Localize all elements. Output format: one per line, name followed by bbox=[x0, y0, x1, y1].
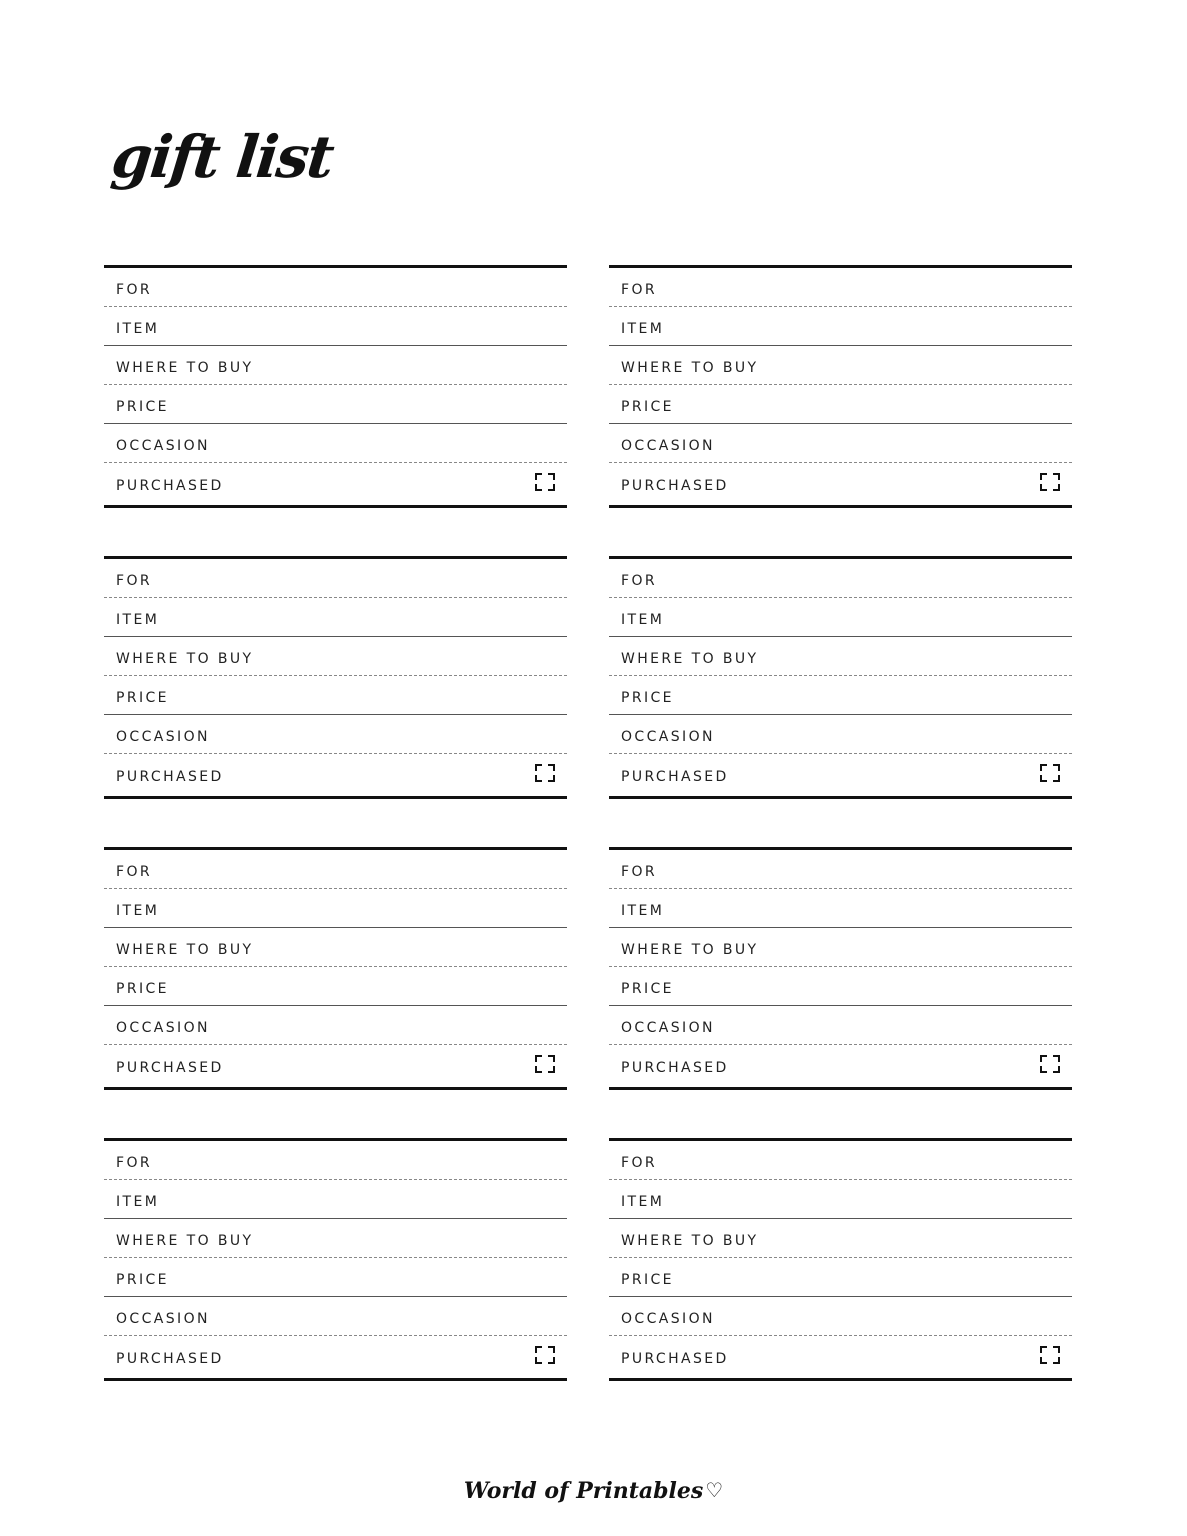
field-label: PURCHASED bbox=[116, 768, 224, 785]
footer-brand-text: World of Printables bbox=[463, 1478, 704, 1504]
footer-brand bbox=[0, 1478, 1187, 1504]
field-row-occasion[interactable] bbox=[609, 715, 1072, 754]
field-label: PRICE bbox=[116, 689, 169, 706]
field-label: PRICE bbox=[621, 1271, 674, 1288]
field-row-item[interactable] bbox=[609, 307, 1072, 346]
field-row-occasion[interactable] bbox=[609, 1297, 1072, 1336]
page-title: gift list bbox=[108, 123, 336, 191]
field-label: PURCHASED bbox=[621, 1350, 729, 1367]
field-row-occasion[interactable] bbox=[104, 1297, 567, 1336]
field-label: PRICE bbox=[621, 689, 674, 706]
field-row-purchased[interactable] bbox=[104, 1045, 567, 1085]
field-label: PRICE bbox=[116, 1271, 169, 1288]
field-row-item[interactable] bbox=[104, 1180, 567, 1219]
field-row-item[interactable] bbox=[104, 889, 567, 928]
field-row-purchased[interactable] bbox=[104, 754, 567, 794]
field-label: OCCASION bbox=[116, 728, 210, 745]
field-row-where-to-buy[interactable] bbox=[609, 346, 1072, 385]
field-row-price[interactable] bbox=[609, 676, 1072, 715]
field-label: WHERE TO BUY bbox=[116, 650, 254, 667]
purchased-checkbox-icon[interactable] bbox=[1040, 764, 1060, 782]
field-label: PRICE bbox=[116, 398, 169, 415]
field-label: PURCHASED bbox=[116, 1059, 224, 1076]
field-row-occasion[interactable] bbox=[609, 1006, 1072, 1045]
field-label: WHERE TO BUY bbox=[621, 941, 759, 958]
gift-card bbox=[609, 847, 1072, 1090]
field-row-price[interactable] bbox=[609, 385, 1072, 424]
field-row-purchased[interactable] bbox=[609, 754, 1072, 794]
field-row-price[interactable] bbox=[609, 967, 1072, 1006]
purchased-checkbox-icon[interactable] bbox=[1040, 473, 1060, 491]
field-row-item[interactable] bbox=[609, 1180, 1072, 1219]
field-label: OCCASION bbox=[621, 437, 715, 454]
heart-icon: ♡ bbox=[705, 1478, 724, 1502]
gift-card bbox=[609, 556, 1072, 799]
field-label: ITEM bbox=[116, 320, 160, 337]
field-label: OCCASION bbox=[116, 437, 210, 454]
field-row-for[interactable] bbox=[609, 559, 1072, 598]
field-row-where-to-buy[interactable] bbox=[609, 928, 1072, 967]
purchased-checkbox-icon[interactable] bbox=[1040, 1346, 1060, 1364]
field-label: FOR bbox=[621, 863, 657, 880]
field-label: FOR bbox=[621, 281, 657, 298]
field-row-for[interactable] bbox=[104, 559, 567, 598]
purchased-checkbox-icon[interactable] bbox=[1040, 1055, 1060, 1073]
field-row-item[interactable] bbox=[104, 598, 567, 637]
field-row-where-to-buy[interactable] bbox=[609, 1219, 1072, 1258]
field-row-for[interactable] bbox=[104, 850, 567, 889]
field-label: PRICE bbox=[621, 980, 674, 997]
field-row-price[interactable] bbox=[609, 1258, 1072, 1297]
field-row-purchased[interactable] bbox=[609, 1336, 1072, 1376]
field-label: FOR bbox=[116, 1154, 152, 1171]
field-label: WHERE TO BUY bbox=[116, 941, 254, 958]
field-label: PURCHASED bbox=[116, 1350, 224, 1367]
field-label: PURCHASED bbox=[116, 477, 224, 494]
field-label: OCCASION bbox=[116, 1019, 210, 1036]
field-label: ITEM bbox=[621, 611, 665, 628]
field-row-where-to-buy[interactable] bbox=[104, 1219, 567, 1258]
field-row-price[interactable] bbox=[104, 385, 567, 424]
field-row-where-to-buy[interactable] bbox=[104, 346, 567, 385]
gift-card bbox=[104, 556, 567, 799]
field-row-purchased[interactable] bbox=[609, 1045, 1072, 1085]
field-row-item[interactable] bbox=[609, 598, 1072, 637]
field-label: OCCASION bbox=[621, 1019, 715, 1036]
gift-card bbox=[104, 847, 567, 1090]
field-row-for[interactable] bbox=[609, 268, 1072, 307]
field-row-where-to-buy[interactable] bbox=[609, 637, 1072, 676]
field-label: WHERE TO BUY bbox=[621, 650, 759, 667]
field-label: OCCASION bbox=[621, 1310, 715, 1327]
purchased-checkbox-icon[interactable] bbox=[535, 1346, 555, 1364]
field-label: WHERE TO BUY bbox=[621, 1232, 759, 1249]
field-label: FOR bbox=[116, 863, 152, 880]
field-row-price[interactable] bbox=[104, 967, 567, 1006]
gift-card bbox=[609, 1138, 1072, 1381]
field-row-occasion[interactable] bbox=[104, 1006, 567, 1045]
field-label: FOR bbox=[621, 1154, 657, 1171]
field-label: PURCHASED bbox=[621, 1059, 729, 1076]
field-label: ITEM bbox=[621, 902, 665, 919]
field-label: ITEM bbox=[621, 320, 665, 337]
field-row-price[interactable] bbox=[104, 1258, 567, 1297]
field-row-occasion[interactable] bbox=[609, 424, 1072, 463]
field-label: WHERE TO BUY bbox=[116, 1232, 254, 1249]
gift-card bbox=[609, 265, 1072, 508]
field-label: PURCHASED bbox=[621, 768, 729, 785]
field-label: ITEM bbox=[116, 611, 160, 628]
field-label: FOR bbox=[116, 281, 152, 298]
field-label: PURCHASED bbox=[621, 477, 729, 494]
field-row-for[interactable] bbox=[104, 1141, 567, 1180]
field-row-for[interactable] bbox=[609, 1141, 1072, 1180]
field-label: OCCASION bbox=[116, 1310, 210, 1327]
field-label: FOR bbox=[621, 572, 657, 589]
field-label: ITEM bbox=[621, 1193, 665, 1210]
field-row-for[interactable] bbox=[609, 850, 1072, 889]
field-label: ITEM bbox=[116, 1193, 160, 1210]
purchased-checkbox-icon[interactable] bbox=[535, 764, 555, 782]
field-row-purchased[interactable] bbox=[104, 1336, 567, 1376]
field-row-occasion[interactable] bbox=[104, 715, 567, 754]
field-row-item[interactable] bbox=[104, 307, 567, 346]
field-row-item[interactable] bbox=[609, 889, 1072, 928]
field-label: WHERE TO BUY bbox=[116, 359, 254, 376]
purchased-checkbox-icon[interactable] bbox=[535, 473, 555, 491]
field-label: WHERE TO BUY bbox=[621, 359, 759, 376]
purchased-checkbox-icon[interactable] bbox=[535, 1055, 555, 1073]
field-label: PRICE bbox=[116, 980, 169, 997]
field-label: OCCASION bbox=[621, 728, 715, 745]
field-row-where-to-buy[interactable] bbox=[104, 637, 567, 676]
field-row-purchased[interactable] bbox=[104, 463, 567, 503]
gift-card bbox=[104, 265, 567, 508]
field-row-purchased[interactable] bbox=[609, 463, 1072, 503]
field-row-where-to-buy[interactable] bbox=[104, 928, 567, 967]
gift-card bbox=[104, 1138, 567, 1381]
field-label: ITEM bbox=[116, 902, 160, 919]
field-label: FOR bbox=[116, 572, 152, 589]
field-row-price[interactable] bbox=[104, 676, 567, 715]
field-row-occasion[interactable] bbox=[104, 424, 567, 463]
field-row-for[interactable] bbox=[104, 268, 567, 307]
field-label: PRICE bbox=[621, 398, 674, 415]
